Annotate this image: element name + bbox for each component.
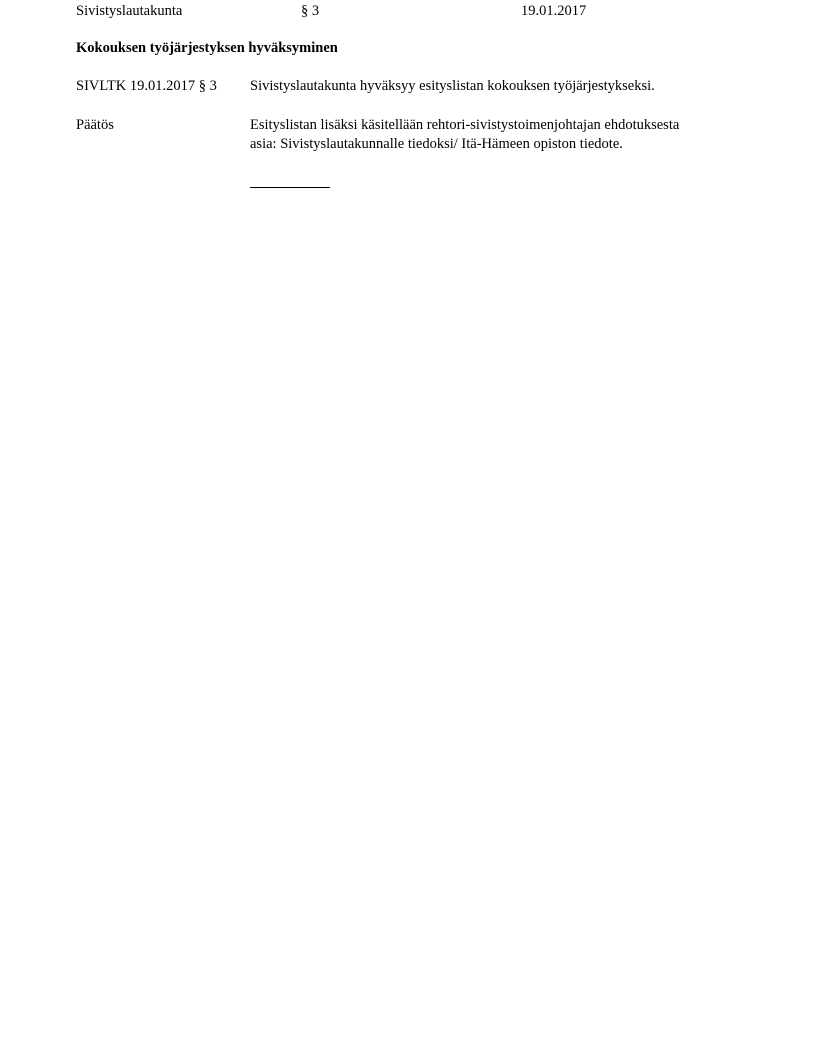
item-title: Kokouksen työjärjestyksen hyväksyminen xyxy=(76,40,338,56)
decision-text-line-2: asia: Sivistyslautakunnalle tiedoksi/ Itä-Hämeen opiston tiedote. xyxy=(250,135,623,152)
end-divider xyxy=(250,187,330,188)
decision-text-line-1: Esityslistan lisäksi käsitellään rehtori-sivistystoimenjohtajan ehdotuksesta xyxy=(250,117,680,133)
header-section-number: § 3 xyxy=(301,3,320,19)
decision-label: Päätös xyxy=(76,117,114,133)
proposal-text: Sivistyslautakunta hyväksyy esityslistan kokouksen työjärjestykseksi. xyxy=(250,78,655,94)
decision-text xyxy=(250,116,740,153)
header-organization: Sivistyslautakunta xyxy=(76,3,183,19)
proposal-label: SIVLTK 19.01.2017 § 3 xyxy=(76,78,217,94)
header-date: 19.01.2017 xyxy=(521,3,587,19)
